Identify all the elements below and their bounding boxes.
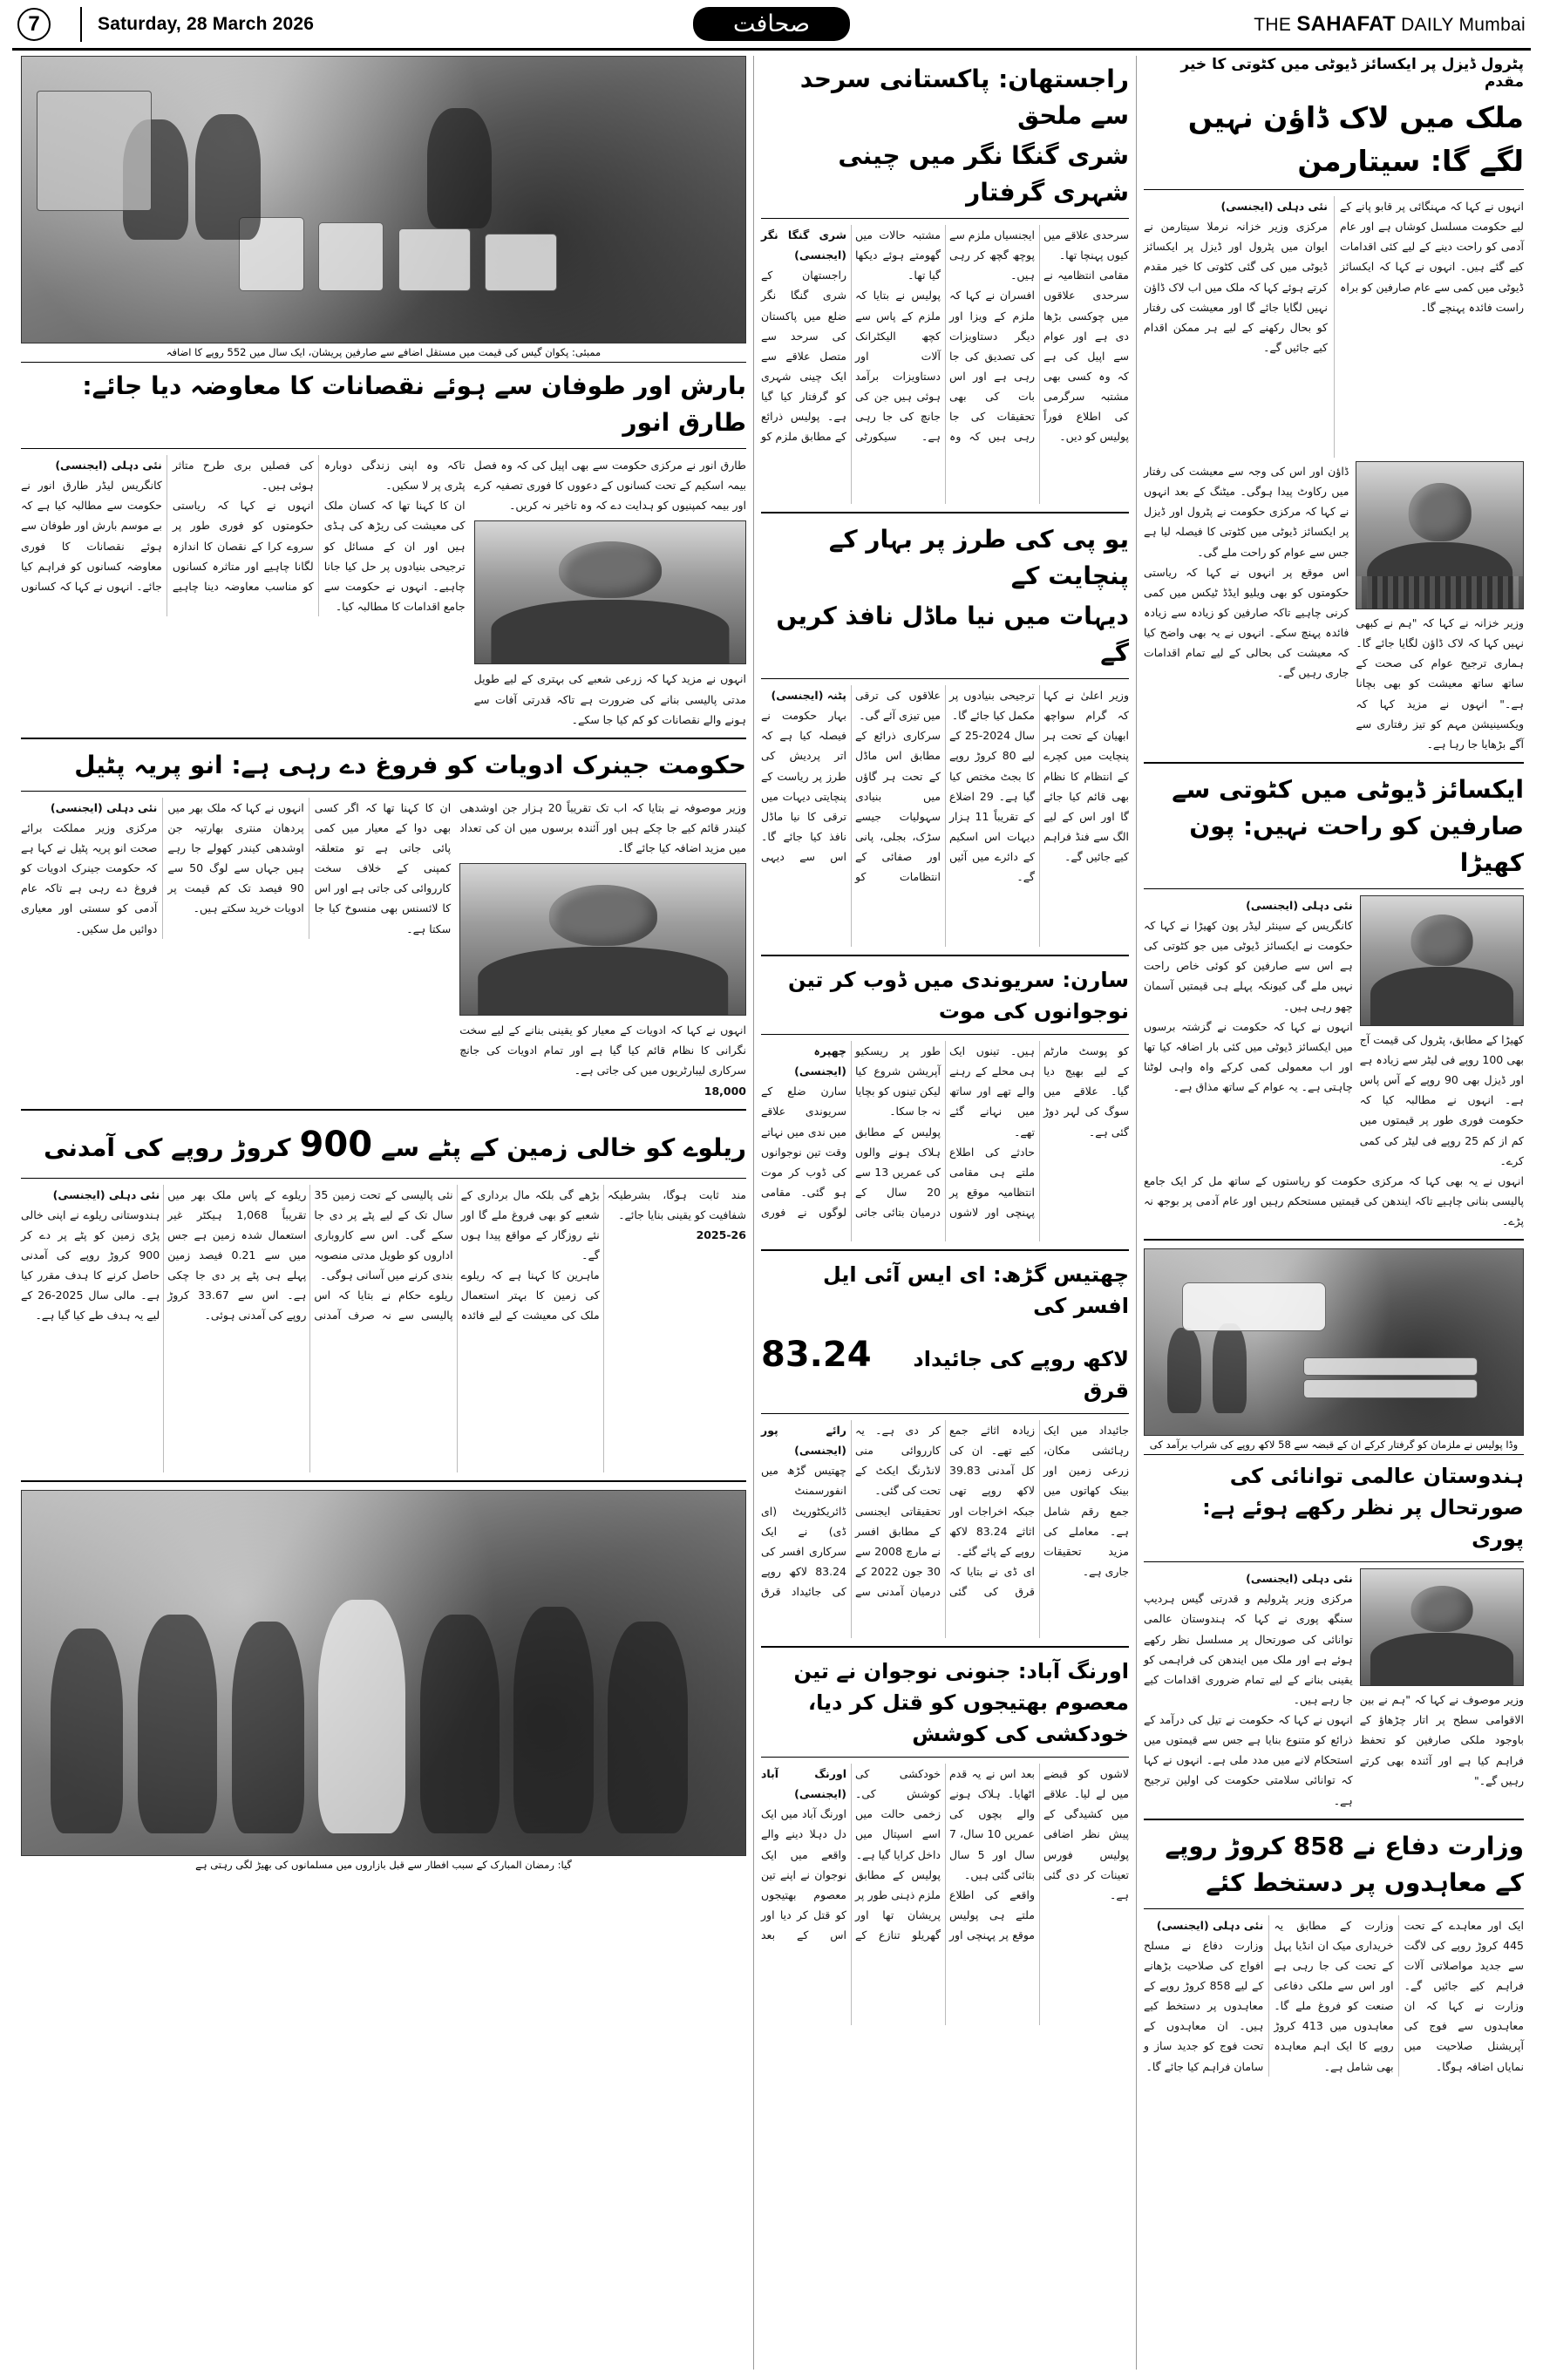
photo-gas-cylinder — [318, 222, 384, 291]
divider — [1144, 1908, 1524, 1909]
lead-paragraph-4: اس موقع پر انہوں نے کہا کہ ریاستی حکومتوں کو بھی ویلیو ایڈڈ ٹیکس میں کمی کرنی چاہیے تاکہ صارفین کو زیادہ سے زیادہ فائدہ پہنچ سکے۔ انہوں نے یہ بھی واضح کیا کہ معیشت کی بحالی کے لیے تمام اقدامات جاری رہیں گے۔ — [1144, 565, 1349, 680]
lsec3-amount: 900 — [299, 1124, 373, 1165]
second-paragraph-3: کھیڑا کے مطابق، پٹرول کی قیمت آج بھی 100 روپے فی لیٹر سے زیادہ ہے اور ڈیزل بھی 90 روپے کے آس پاس ہے۔ انہوں نے مطالبہ کیا کہ حکومت فوری طور پر قیمتوں میں کم از کم 25 روپے فی لیٹر کی کمی کرے۔ — [1359, 1032, 1524, 1167]
divider — [1144, 1819, 1524, 1820]
photo-figure — [1167, 1328, 1201, 1413]
second-headline: ایکسائز ڈیوٹی میں کٹوتی سے صارفین کو راحت نہیں: پون کھیڑا — [1172, 774, 1524, 877]
third-paragraph-2: انہوں نے کہا کہ حکومت نے تیل کی درآمد کے ذرائع کو متنوع بنایا ہے جس سے قیمتوں میں استحکام لانے میں مدد ملی ہے۔ انہوں نے کہا کہ توانائی سلامتی حکومت کی اولین ترجیح ہے۔ — [1144, 1713, 1353, 1807]
lsec1-photo-tariq-anwar — [474, 520, 746, 664]
photo-figure — [195, 114, 261, 240]
divider — [21, 791, 746, 792]
lsec1-paragraph-2: انہوں نے کہا کہ ریاستی حکومتوں کو فوری طور پر سروے کرا کے نقصان کا اندازہ لگانا چاہیے اور متاثرہ کسانوں کو مناسب معاوضہ دینا چاہیے تاکہ وہ اپنی زندگی دوبارہ پٹری پر لا سکیں۔ — [172, 459, 466, 593]
photo-head — [559, 541, 662, 598]
ramadan-photo-caption: گیا: رمضان المبارک کے سبب افطار سے قبل بازاروں میں مسلمانوں کی بھیڑ لگی رہتی ہے — [195, 1858, 572, 1871]
photo-head — [549, 885, 657, 945]
lsec1-paragraph-3: طارق انور نے مرکزی حکومت سے بھی اپیل کی کہ وہ فصل بیمہ اسکیم کے تحت کسانوں کے دعووں کا فوری تصفیہ کرے اور بیمہ کمپنیوں کو ہدایت دے کہ وہ تاخیر نہ کریں۔ — [473, 459, 746, 513]
fourth-dateline: نئی دہلی (ایجنسی) — [1156, 1918, 1264, 1932]
lsec2-photo-anupriya-patel — [459, 863, 746, 1016]
sec4-paragraph-1: چھتیس گڑھ میں انفورسمنٹ ڈائریکٹوریٹ (ای ڈی) نے ایک سرکاری افسر کی 83.24 لاکھ روپے کی جائیداد قرق کر دی ہے۔ یہ کارروائی منی لانڈرنگ ایکٹ کے تحت کی گئی۔ — [761, 1424, 941, 1598]
divider — [761, 512, 1129, 513]
lead-paragraph-5: وزیر خزانہ نے کہا کہ "ہم نے کبھی نہیں کہا کہ لاک ڈاؤن لگایا جائے گا۔ ہماری ترجیح عوام کی صحت کے ساتھ ساتھ معیشت کو بھی بچانا ہے۔" انہوں نے مزید کہا کہ ویکسینیشن مہم کو تیز رفتاری سے آگے بڑھایا جا رہا ہے۔ — [1356, 616, 1524, 751]
sec4-kicker: چھتیس گڑھ: ای ایس آئی ایل افسر کی — [823, 1262, 1129, 1318]
divider — [1144, 189, 1524, 190]
photo-person-render — [1356, 462, 1523, 609]
masthead — [12, 0, 1531, 51]
divider — [21, 448, 746, 449]
lead-headline: ملک میں لاک ڈاؤن نہیں لگے گا: سیتارمن — [1187, 100, 1524, 178]
lsec3-dateline: نئی دہلی (ایجنسی) — [52, 1187, 160, 1201]
sec3-paragraph-1: سارن ضلع کے سریوندی علاقے میں ندی میں نہاتے وقت تین نوجوانوں کی ڈوب کر موت ہو گئی۔ مقامی لوگوں نے فوری طور پر ریسکیو آپریشن شروع کیا لیکن تینوں کو بچایا نہ جا سکا۔ — [761, 1044, 941, 1219]
lpg-photo-caption: ممبئی: پکوان گیس کی قیمت میں مستقل اضافے سے صارفین پریشان، ایک سال میں 552 روپے کا اضافہ — [21, 343, 746, 363]
column-left — [14, 56, 753, 2370]
third-paragraph-3: وزیر موصوف نے کہا کہ "ہم نے بین الاقوامی سطح پر اتار چڑھاؤ کے باوجود ملکی صارفین کو تحفظ فراہم کیا ہے اور آئندہ بھی کرتے رہیں گے۔" — [1359, 1693, 1524, 1787]
sec5-paragraph-2: پولیس کے مطابق ملزم ذہنی طور پر پریشان تھا اور گھریلو تنازع کے بعد اس نے یہ قدم اٹھایا۔ ہلاک ہونے والے بچوں کی عمریں 10 سال، 7 سال اور 5 سال بتائی گئی ہیں۔ — [855, 1767, 1035, 1941]
photo-person-render — [1361, 896, 1523, 1025]
second-paragraph-1: کانگریس کے سینئر لیڈر پون کھیڑا نے کہا کہ حکومت نے ایکسائز ڈیوٹی میں جو کٹوتی کی ہے اس سے صارفین کو کوئی خاص راحت نہیں ملے گی کیونکہ پہلے ہی قیمتیں آسمان چھو رہی ہیں۔ — [1144, 919, 1353, 1013]
lpg-cylinder-photo — [21, 56, 746, 343]
photo-figure — [1213, 1323, 1247, 1412]
lsec3-headline — [21, 1119, 746, 1171]
third-photo-puri — [1360, 1568, 1524, 1686]
divider — [761, 1034, 1129, 1035]
lsec2-paragraph-4: انہوں نے کہا کہ ادویات کے معیار کو یقینی بنانے کے لیے سخت نگرانی کا نظام قائم کیا گیا ہے اور تمام ادویات کی جانچ سرکاری لیبارٹریوں میں کی جاتی ہے۔ — [459, 1023, 746, 1078]
lsec3-paragraph-1: ہندوستانی ریلوے نے اپنی خالی پڑی زمین کو پٹے پر دے کر 900 کروڑ روپے کی آمدنی حاصل کرنے کا ہدف مقرر کیا ہے۔ مالی سال 2025-26 کے لیے یہ ہدف طے کیا گیا ہے۔ — [21, 1207, 160, 1323]
photo-head — [1410, 915, 1472, 966]
divider — [761, 1646, 1129, 1648]
sec3-dateline: چھپرہ (ایجنسی) — [794, 1044, 846, 1078]
photo-figure — [427, 108, 493, 228]
divider — [761, 1757, 1129, 1758]
sec4-paragraph-2: تحقیقاتی ایجنسی کے مطابق افسر نے مارچ 2008 سے 30 جون 2022 کے درمیان آمدنی سے زیادہ اثاثے جمع کیے تھے۔ ان کی کل آمدنی 39.83 لاکھ روپے تھی جبکہ اخراجات اور اثاثے 83.24 لاکھ روپے کے پائے گئے۔ — [855, 1424, 1035, 1598]
sec5-headline: اورنگ آباد: جنونی نوجوان نے تین معصوم بھتیجوں کو قتل کر دیا، خودکشی کی کوشش — [793, 1659, 1129, 1746]
photo-vehicle — [1182, 1282, 1326, 1330]
photo-gas-cylinder — [485, 234, 557, 291]
sec5-paragraph-1: اورنگ آباد میں ایک دل دہلا دینے والے واقعے میں ایک نوجوان نے اپنے تین معصوم بھتیجوں کو قتل کر دیا اور اس کے بعد خودکشی کی کوشش کی۔ زخمی حالت میں اسے اسپتال میں داخل کرایا گیا ہے۔ — [761, 1767, 941, 1941]
divider — [21, 738, 746, 739]
column-right — [1137, 56, 1531, 2370]
divider — [1144, 762, 1524, 764]
photo-texture — [1356, 576, 1523, 609]
photo-head — [1408, 483, 1471, 541]
lsec2-dateline: نئی دہلی (ایجنسی) — [50, 800, 158, 814]
brand-the: THE — [1254, 14, 1292, 35]
divider — [761, 678, 1129, 679]
divider — [21, 1178, 746, 1179]
masthead-brand — [1254, 12, 1526, 37]
sec4-dateline: رائے پور (ایجنسی) — [761, 1424, 846, 1458]
photo-gas-cylinder — [398, 228, 471, 291]
brand-sub: DAILY Mumbai — [1401, 14, 1526, 35]
divider — [761, 1413, 1129, 1414]
lsec3-year: 2025-26 — [696, 1227, 746, 1241]
fourth-paragraph-2: وزارت کے مطابق یہ خریداری میک ان انڈیا پہل کے تحت کی جا رہی ہے اور اس سے ملکی دفاعی صنعت کو فروغ ملے گا۔ معاہدوں میں 413 کروڑ روپے کا ایک اہم معاہدہ بھی شامل ہے۔ — [1274, 1918, 1394, 2073]
sec5-dateline: اورنگ آباد (ایجنسی) — [761, 1767, 846, 1801]
lsec1-paragraph-5: ان کا کہنا تھا کہ کسان ملک کی معیشت کی ریڑھ کی ہڈی ہیں اور ان کے مسائل کو ترجیحی بنیادوں پر حل کیا جانا چاہیے۔ انہوں نے حکومت سے جامع اقدامات کا مطالبہ کیا۔ — [323, 499, 466, 613]
newspaper-logo-urdu: صحافت — [693, 7, 850, 42]
lead-kicker: پٹرول ڈیزل پر ایکسائز ڈیوٹی میں کٹوتی کا خیر مقدم — [1180, 56, 1524, 91]
lsec2-paragraph-1: مرکزی وزیر مملکت برائے صحت انو پریہ پٹیل نے کہا ہے کہ حکومت جینرک ادویات کو فروغ دے رہی ہے تاکہ عام آدمی کو سستی اور معیاری دوائیں مل سکیں۔ — [21, 820, 158, 935]
photo-figure — [318, 1600, 405, 1833]
divider — [761, 218, 1129, 219]
sec4-headline-text: لاکھ روپے کی جائیداد قرق — [913, 1347, 1129, 1403]
lsec3-paragraph-3: نئی پالیسی کے تحت زمین 35 سال تک کے لیے پٹے پر دی جا سکے گی۔ اس سے کاروباری اداروں کو طویل مدتی منصوبہ بندی کرنے میں آسانی ہوگی۔ — [314, 1187, 453, 1282]
lead-photo-sitharaman — [1356, 461, 1524, 609]
lsec1-paragraph-4: انہوں نے مزید کہا کہ زرعی شعبے کی بہتری کے لیے طویل مدتی پالیسی بنانے کی ضرورت ہے تاکہ قدرتی آفات سے ہونے والے نقصانات کو کم کیا جا سکے۔ — [473, 672, 746, 726]
sec4-headline — [761, 1329, 1129, 1406]
second-dateline: نئی دہلی (ایجنسی) — [1246, 898, 1353, 912]
fourth-paragraph-3: ایک اور معاہدے کے تحت 445 کروڑ روپے کی لاگت سے جدید مواصلاتی آلات فراہم کیے جائیں گے۔ وزارت نے کہا کہ ان معاہدوں سے فوج کی آپریشنل صلاحیت میں نمایاں اضافہ ہوگا۔ — [1404, 1918, 1524, 2073]
lsec2-headline: حکومت جینرک ادویات کو فروغ دے رہی ہے: انو پریہ پٹیل — [74, 750, 746, 779]
photo-figure — [232, 1622, 304, 1833]
second-paragraph-2: انہوں نے کہا کہ حکومت نے گزشتہ برسوں میں ایکسائز ڈیوٹی میں کئی بار اضافہ کیا تھا اور اب معمولی کمی کرکے واہ واہی لوٹنا چاہتی ہے۔ یہ عوام کے ساتھ مذاق ہے۔ — [1144, 1019, 1353, 1093]
liquor-seizure-photo — [1144, 1248, 1524, 1436]
photo-person-render — [460, 864, 745, 1015]
lsec1-dateline: نئی دہلی (ایجنسی) — [55, 459, 162, 472]
top-paragraph-1: راجستھان کے شری گنگا نگر ضلع میں پاکستان کی سرحد سے متصل علاقے سے ایک چینی شہری کو گرفتار کیا گیا ہے۔ پولیس ذرائع کے مطابق ملزم کو مشتبہ حالات میں گھومتے ہوئے دیکھا گیا تھا۔ — [761, 228, 941, 444]
photo-figure — [138, 1615, 217, 1833]
brand-name: SAHAFAT — [1296, 11, 1396, 36]
photo-box — [1303, 1379, 1478, 1397]
lsec3-headline-part2: کروڑ روپے کی آمدنی — [44, 1132, 291, 1162]
masthead-divider-left — [80, 7, 82, 42]
top-paragraph-2: پولیس نے بتایا کہ ملزم کے پاس سے کچھ الیکٹرانک آلات اور دستاویزات برآمد ہوئی ہیں جن کی جانچ کی جا رہی ہے۔ سیکورٹی ایجنسیاں ملزم سے پوچھ گچھ کر رہی ہیں۔ — [855, 228, 1035, 444]
page-content — [12, 51, 1531, 2370]
photo-body — [1370, 1633, 1513, 1685]
sec4-paragraph-3: ای ڈی نے بتایا کہ قرق کی گئی جائیداد میں ایک رہائشی مکان، زرعی زمین اور بینک کھاتوں میں جمع رقم شامل ہے۔ معاملے کی مزید تحقیقات جاری ہے۔ — [949, 1424, 1129, 1598]
third-paragraph-1: مرکزی وزیر پٹرولیم و قدرتی گیس ہردیپ سنگھ پوری نے کہا کہ ہندوستان عالمی توانائی کی صورتحال پر مسلسل نظر رکھے ہوئے ہے اور ملک میں ایندھن کی فراہمی کو یقینی بنانے کے لیے تمام ضروری اقدامات کیے جا رہے ہیں۔ — [1144, 1592, 1353, 1706]
sec2-dateline: پٹنہ (ایجنسی) — [771, 689, 846, 702]
lsec2-paragraph-3: وزیر موصوفہ نے بتایا کہ اب تک تقریباً 20 ہزار جن اوشدھی کیندر قائم کیے جا چکے ہیں اور آئندہ برسوں میں ان کی تعداد میں مزید اضافہ کیا جائے گا۔ — [459, 800, 746, 854]
photo-body — [491, 600, 729, 663]
photo-body — [478, 947, 729, 1015]
top-paragraph-4: مقامی انتظامیہ نے سرحدی علاقوں میں چوکسی بڑھا دی ہے اور عوام سے اپیل کی ہے کہ وہ کسی بھی مشتبہ سرگرمی کی اطلاع فوراً پولیس کو دیں۔ — [1043, 269, 1129, 444]
photo-head — [1410, 1586, 1472, 1632]
divider — [761, 1249, 1129, 1251]
lsec2-paragraph-5: ان کا کہنا تھا کہ اگر کسی بھی دوا کے معیار میں کمی پائی جاتی ہے تو متعلقہ کمپنی کے خلاف سخت کارروائی کی جاتی ہے اور اس کا لائسنس بھی منسوخ کیا جا سکتا ہے۔ — [314, 800, 452, 935]
top-paragraph-3: افسران نے کہا کہ ملزم کے ویزا اور دیگر دستاویزات کی تصدیق کی جا رہی ہے اور اس بات کی بھی تحقیقات کی جا رہی ہیں کہ وہ سرحدی علاقے میں کیوں پہنچا تھا۔ — [949, 228, 1129, 444]
lsec3-paragraph-2: ریلوے کے پاس ملک بھر میں تقریباً 1,068 ہیکٹر غیر استعمال شدہ زمین ہے جس میں سے 0.21 فیصد زمین پہلے ہی پٹے پر دی جا چکی ہے۔ اس سے 33.67 کروڑ روپے کی آمدنی ہوئی۔ — [167, 1187, 307, 1323]
photo-figure — [51, 1629, 123, 1833]
page-number-badge: 7 — [17, 8, 51, 41]
second-photo-khera — [1360, 895, 1524, 1026]
sec2-paragraph-3: سال 2024-25 کے لیے 80 کروڑ روپے کا بجٹ مختص کیا گیا ہے۔ 29 اضلاع کے تقریباً 11 ہزار دیہات اس اسکیم کے دائرے میں آئیں گے۔ — [949, 729, 1036, 884]
lead-paragraph-1: مرکزی وزیر خزانہ نرملا سیتارمن نے ایوان میں پٹرول اور ڈیزل پر ایکسائز ڈیوٹی میں کی گئی کٹوتی کا خیر مقدم کرتے ہوئے کہا کہ ملک میں اب لاک ڈاؤن نہیں لگایا جائے گا اور معیشت کی رفتار کو بحال رکھنے کے لیے ہر ممکن اقدام کیے جائیں گے۔ — [1144, 220, 1328, 354]
sec2-headline-line1: یو پی کی طرز پر بہار کے پنچایت کے — [828, 525, 1129, 590]
photo-truck — [37, 91, 153, 211]
liquor-seizure-caption: وڈا پولیس نے ملزمان کو گرفتار کرکے ان کے قبضہ سے 58 لاکھ روپے کی شراب برآمد کی — [1144, 1436, 1524, 1455]
second-paragraph-4: انہوں نے یہ بھی کہا کہ مرکزی حکومت کو ریاستوں کے ساتھ مل کر ایک جامع پالیسی بنانی چاہیے تاکہ ایندھن کی قیمتیں مستحکم رہیں اور عام آدمی پر بوجھ نہ پڑے۔ — [1144, 1173, 1524, 1227]
divider — [761, 955, 1129, 956]
top-kicker-line2: شری گنگا نگر میں چینی شہری گرفتار — [838, 141, 1129, 207]
lsec2-stat-1: 18,000 — [704, 1084, 746, 1098]
divider — [1144, 888, 1524, 889]
column-middle — [753, 56, 1137, 2370]
sec2-paragraph-4: وزیر اعلیٰ نے کہا کہ گرام سواچھ ابھیان کے تحت ہر پنچایت میں کچرے کے انتظام کا نظام بھی قائم کیا جائے گا اور اس کے لیے الگ سے فنڈ فراہم کیے جائیں گے۔ — [1043, 689, 1129, 863]
sec4-amount: 83.24 — [761, 1335, 872, 1375]
sec2-paragraph-2: سرکاری ذرائع کے مطابق اس ماڈل کے تحت ہر گاؤں میں بنیادی سہولیات جیسے سڑک، بجلی، پانی اور صفائی کے انتظامات کو ترجیحی بنیادوں پر مکمل کیا جائے گا۔ — [855, 689, 1035, 884]
photo-figure — [608, 1622, 687, 1833]
photo-body — [1370, 967, 1513, 1025]
photo-person-render — [1361, 1569, 1523, 1685]
top-dateline: شری گنگا نگر (ایجنسی) — [761, 228, 846, 262]
fourth-headline: وزارت دفاع نے 858 کروڑ روپے کے معاہدوں پر دستخط کئے — [1165, 1831, 1524, 1897]
masthead-date: Saturday, 28 March 2026 — [98, 13, 315, 34]
sec3-paragraph-2: پولیس کے مطابق ہلاک ہونے والوں کی عمریں 13 سے 20 سال کے درمیان بتائی جاتی ہیں۔ تینوں ایک ہی محلے کے رہنے والے تھے اور ساتھ میں نہانے گئے تھے۔ — [855, 1044, 1035, 1219]
photo-figure — [513, 1607, 593, 1833]
lsec2-paragraph-2: انہوں نے کہا کہ ملک بھر میں پردھان منتری بھارتیہ جن اوشدھی کیندر کھولے جا رہے ہیں جہاں سے لوگ 50 سے 90 فیصد تک کم قیمت پر ادویات خرید سکتے ہیں۔ — [167, 800, 304, 915]
lead-paragraph-2: انہوں نے کہا کہ مہنگائی پر قابو پانے کے لیے حکومت مسلسل کوشاں ہے اور عام آدمی کو راحت دینے کے لیے کئی اقدامات کیے گئے ہیں۔ انہوں نے کہا کہ ایکسائز ڈیوٹی میں کمی سے عام صارفین کو براہ راست فائدہ پہنچے گا۔ — [1340, 200, 1524, 314]
lsec3-paragraph-5: ماہرین کا کہنا ہے کہ ریلوے کی زمین کا بہتر استعمال ملک کی معیشت کے لیے فائدہ مند ثابت ہوگا، بشرطیکہ شفافیت کو یقینی بنایا جائے۔ — [460, 1187, 746, 1323]
lsec1-headline: بارش اور طوفان سے ہوئے نقصانات کا معاوضہ دیا جائے: طارق انور — [82, 371, 746, 437]
photo-figure — [420, 1615, 500, 1833]
photo-gradient — [1145, 1249, 1523, 1435]
fourth-paragraph-1: وزارت دفاع نے مسلح افواج کی صلاحیت بڑھانے کے لیے 858 کروڑ روپے کے معاہدوں پر دستخط کیے ہیں۔ ان معاہدوں کے تحت فوج کو جدید ساز و سامان فراہم کیا جائے گا۔ — [1144, 1938, 1264, 2073]
lsec3-headline-part1: ریلوے کو خالی زمین کے پٹے سے — [381, 1132, 746, 1162]
sec2-paragraph-1: بہار حکومت نے فیصلہ کیا ہے کہ اتر پردیش کی طرز پر ریاست کے پنچایتی دیہات میں ترقی کا نیا ماڈل نافذ کیا جائے گا۔ اس سے دیہی علاقوں کی ترقی میں تیزی آئے گی۔ — [761, 689, 941, 863]
third-dateline: نئی دہلی (ایجنسی) — [1246, 1572, 1353, 1586]
sec3-paragraph-3: حادثے کی اطلاع ملتے ہی مقامی انتظامیہ موقع پر پہنچی اور لاشوں کو پوسٹ مارٹم کے لیے بھیج دیا گیا۔ علاقے میں سوگ کی لہر دوڑ گئی ہے۔ — [949, 1044, 1129, 1219]
top-kicker-line1: راجستھان: پاکستانی سرحد سے ملحق — [799, 65, 1129, 130]
lsec3-paragraph-4: ریلوے حکام نے بتایا کہ اس پالیسی سے نہ صرف آمدنی بڑھے گی بلکہ مال برداری کے شعبے کو بھی فروغ ملے گا اور نئے روزگار کے مواقع پیدا ہوں گے۔ — [314, 1187, 600, 1323]
divider — [1144, 1239, 1524, 1241]
lead-paragraph-3: ڈاؤن اور اس کی وجہ سے معیشت کی رفتار میں رکاوٹ پیدا ہوگی۔ میٹنگ کے بعد انہوں نے کہا کہ مرکزی حکومت نے پٹرول اور ڈیزل پر ایکسائز ڈیوٹی میں کٹوتی کا فیصلہ لیا ہے جس سے عوام کو راحت ملے گی۔ — [1144, 465, 1349, 559]
photo-person-render — [475, 521, 745, 663]
lsec1-paragraph-1: کانگریس لیڈر طارق انور نے حکومت سے مطالبہ کیا ہے کہ بے موسم بارش اور طوفان سے ہوئے نقصانات کا فوری معاوضہ کسانوں کو فراہم کیا جائے۔ انہوں نے کہا کہ کسانوں کی فصلیں بری طرح متاثر ہوئی ہیں۔ — [21, 459, 314, 593]
third-headline: ہندوستان عالمی توانائی کی صورتحال پر نظر رکھے ہوئے ہے: پوری — [1202, 1464, 1524, 1552]
sec5-paragraph-3: واقعے کی اطلاع ملتے ہی پولیس موقع پر پہنچی اور لاشوں کو قبضے میں لے لیا۔ علاقے میں کشیدگی کے پیش نظر اضافی پولیس فورس تعینات کر دی گئی ہے۔ — [949, 1767, 1129, 1941]
sec2-headline-line2: دیہات میں نیا ماڈل نافذ کریں گے — [776, 602, 1129, 667]
sec3-headline: سارن: سریوندی میں ڈوب کر تین نوجوانوں کی موت — [787, 968, 1129, 1023]
photo-box — [1303, 1357, 1478, 1376]
lead-dateline: نئی دہلی (ایجنسی) — [1220, 200, 1328, 213]
divider — [21, 1109, 746, 1111]
divider — [21, 1480, 746, 1482]
divider — [1144, 1561, 1524, 1562]
ramadan-market-photo — [21, 1490, 746, 1856]
